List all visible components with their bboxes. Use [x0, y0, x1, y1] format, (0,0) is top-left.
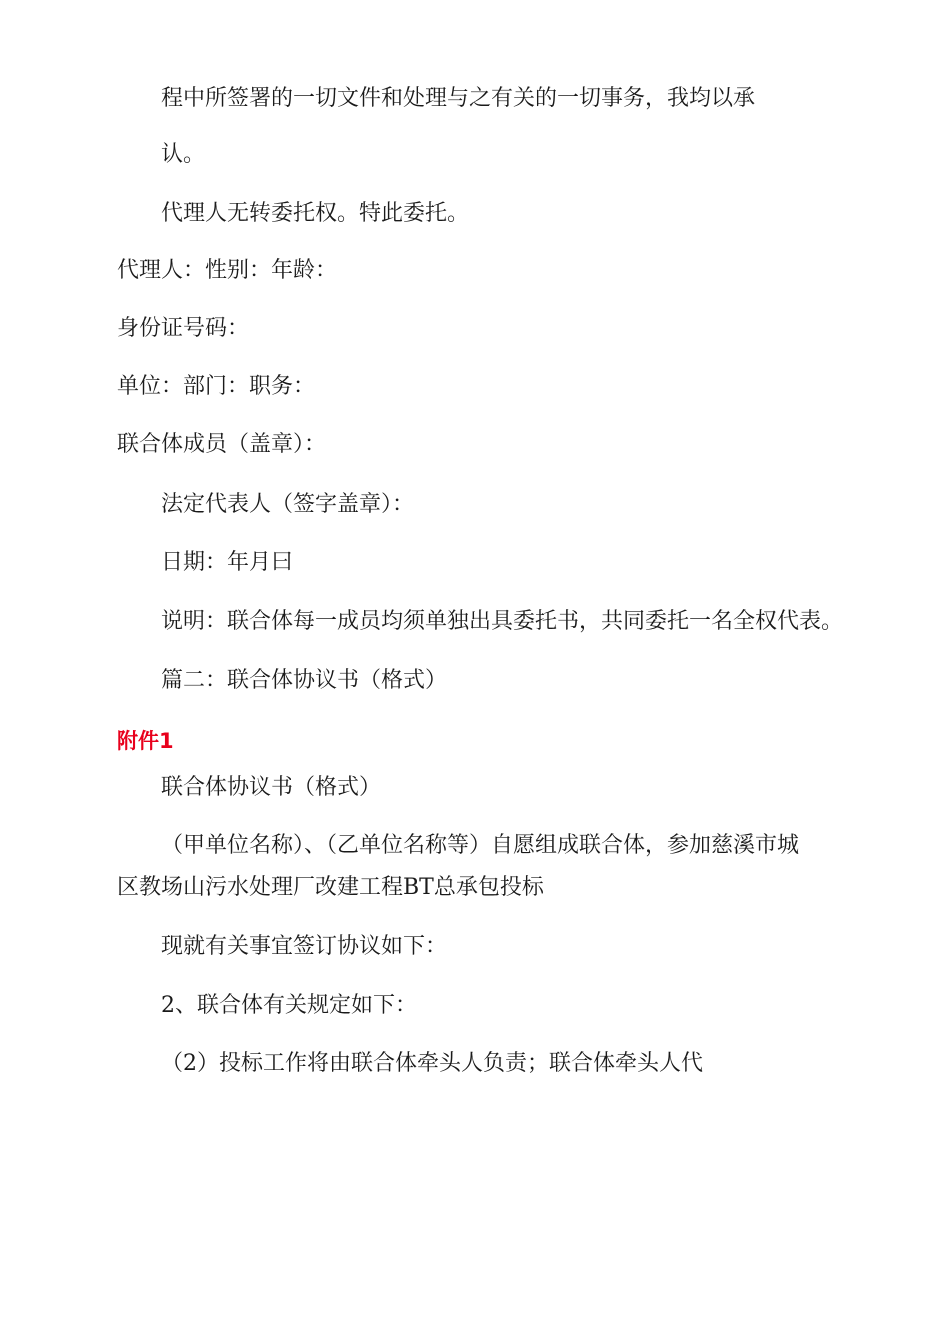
- paragraph-line: 认。: [161, 142, 206, 167]
- paragraph-line: 现就有关事宜签订协议如下：: [161, 934, 448, 959]
- note-line: 说明：联合体每一成员均须单独出具委托书，共同委托一名全权代表。: [161, 609, 844, 634]
- legal-representative-line: 法定代表人（签字盖章）：: [161, 492, 415, 517]
- unit-info-line: 单位：部门：职务：: [117, 374, 316, 399]
- agreement-title: 联合体协议书（格式）: [161, 775, 382, 800]
- id-number-line: 身份证号码：: [117, 316, 250, 341]
- agent-info-line: 代理人：性别：年龄：: [117, 258, 338, 283]
- paragraph-line: 程中所签署的一切文件和处理与之有关的一切事务，我均以承: [161, 86, 756, 111]
- consortium-member-line: 联合体成员（盖章）：: [117, 432, 327, 457]
- date-line: 日期：年月曰: [161, 550, 294, 575]
- paragraph-line: 代理人无转委托权。特此委托。: [161, 201, 470, 226]
- list-item: （2）投标工作将由联合体牵头人负责；联合体牵头人代: [161, 1051, 703, 1076]
- section-title: 篇二：联合体协议书（格式）: [161, 668, 448, 693]
- list-item: 2、联合体有关规定如下：: [161, 993, 417, 1018]
- attachment-heading: 附件1: [117, 729, 174, 753]
- paragraph-line: 区教场山污水处理厂改建工程BT总承包投标: [117, 875, 544, 900]
- paragraph-line: （甲单位名称）、（乙单位名称等）自愿组成联合体，参加慈溪市城: [161, 833, 800, 858]
